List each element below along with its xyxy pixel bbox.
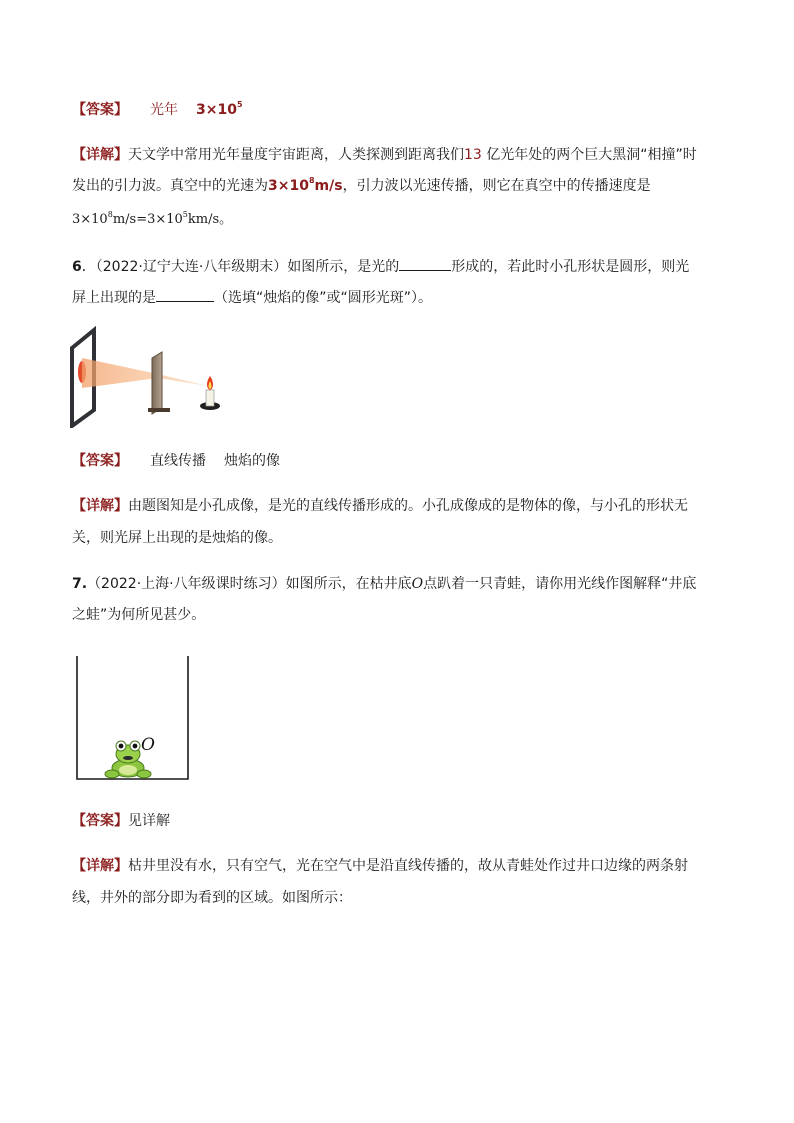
q5-detail-text-1c: 亿光年处的两个巨大黑洞“相撞”时 <box>481 147 697 163</box>
q7-detail-line-2 <box>72 888 352 908</box>
q7-text-a: 如图所示，在枯井底 <box>285 576 412 592</box>
q5-detail-line-1 <box>72 145 697 165</box>
q5-answer-2: $3\times 10^5$ <box>196 100 243 118</box>
q7-point-label: O <box>411 576 424 592</box>
q5-detail-text-2b: ，引力波以光速传播，则它在真空中的传播速度是 <box>342 178 651 194</box>
q6-text-b: 形成的，若此时小孔形状是圆形，则光 <box>451 259 690 275</box>
point-o-label: O <box>141 735 155 755</box>
q6-text-c: 屏上出现的是 <box>72 290 156 306</box>
q5-answer-line <box>72 100 243 120</box>
q6-text-a: 如图所示，是光的 <box>287 259 400 275</box>
q7-detail-line-1 <box>72 856 688 876</box>
q6-answer-1: 直线传播 <box>150 453 206 469</box>
q5-light-speed: $3\times 10^8m/s$ <box>268 176 343 194</box>
q7-answer-line <box>72 811 170 831</box>
q5-detail-text-1a: 天文学中常用光年量度宇宙距离，人类探测到距离我们 <box>128 147 464 163</box>
q6-detail-text-2: 关，则光屏上出现的是烛焰的像。 <box>72 530 282 546</box>
q7-answer: 见详解 <box>128 813 170 829</box>
light-rays <box>82 358 208 388</box>
q7-number: 7. <box>72 576 88 592</box>
pinhole-card <box>152 352 162 414</box>
q6-question-line-1 <box>72 255 689 277</box>
q6-number: 6 <box>72 259 82 275</box>
detail-tag: 【详解】 <box>72 147 128 163</box>
q6-blank-1[interactable] <box>399 255 451 271</box>
answer-tag: 【答案】 <box>72 453 128 469</box>
q7-detail-text-2: 线，井外的部分即为看到的区域。如图所示： <box>72 890 352 906</box>
q7-detail-text-1: 枯井里没有水，只有空气，光在空气中是沿直线传播的，故从青蛙处作过井口边缘的两条射 <box>128 858 688 874</box>
card-base <box>148 408 170 412</box>
q6-detail-line-2 <box>72 528 282 548</box>
q5-answer-1: 光年 <box>150 102 178 118</box>
q6-blank-2[interactable] <box>156 286 214 302</box>
q5-detail-text-2a: 发出的引力波。真空中的光速为 <box>72 178 268 194</box>
pinhole-figure <box>68 326 228 428</box>
q6-question-line-2 <box>72 286 432 308</box>
q7-text-b: 点趴着一只青蛙，请你用光线作图解释“井底 <box>423 576 697 592</box>
q5-formula: $3\times 10^8m/s=3\times 10^5km/s$。 <box>72 209 233 227</box>
q6-detail-line-1 <box>72 496 688 516</box>
q5-detail-line-2 <box>72 176 651 196</box>
answer-tag: 【答案】 <box>72 102 128 118</box>
q6-detail-text-1: 由题图知是小孔成像，是光的直线传播形成的。小孔成像成的是物体的像，与小孔的形状无 <box>128 498 688 514</box>
well-figure <box>70 652 194 786</box>
q7-source: （2022·上海·八年级课时练习） <box>87 576 286 592</box>
answer-tag: 【答案】 <box>72 813 128 829</box>
candle <box>206 390 214 406</box>
q6-answer-line <box>72 451 280 471</box>
q7-question-line-2 <box>72 605 205 625</box>
q6-answer-2: 烛焰的像 <box>224 453 280 469</box>
q6-source: ．（2022·辽宁大连·八年级期末） <box>81 259 288 275</box>
detail-tag: 【详解】 <box>72 858 128 874</box>
q6-text-d: （选填“烛焰的像”或“圆形光斑”）。 <box>214 290 433 306</box>
q5-detail-number: 13 <box>464 147 482 163</box>
q7-question-line-1 <box>72 574 696 594</box>
detail-tag: 【详解】 <box>72 498 128 514</box>
q7-text-c: 之蛙”为何所见甚少。 <box>72 607 206 623</box>
